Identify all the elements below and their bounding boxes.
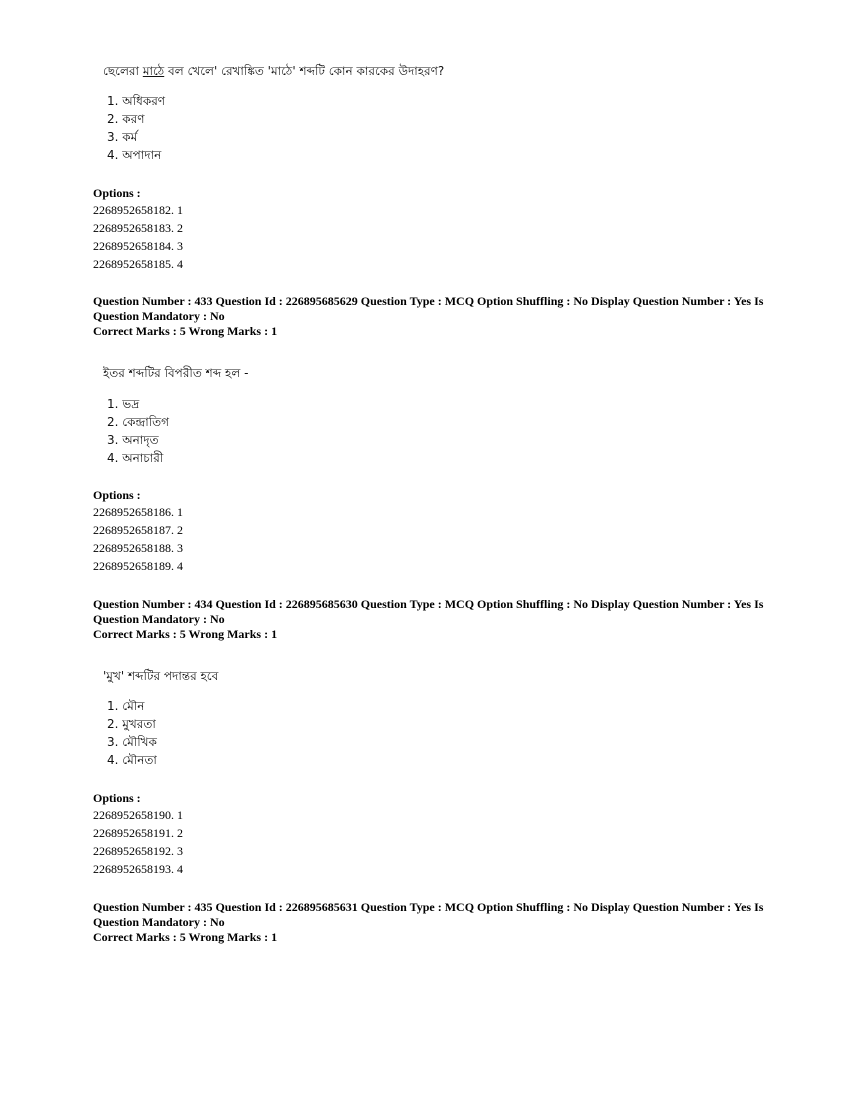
answer-choice: 4. মৌনতা (107, 753, 157, 767)
answer-choice: 1. অধিকরণ (107, 94, 166, 108)
option-id-row: 2268952658191. 2 (93, 826, 183, 840)
answer-choice: 1. মৌন (107, 699, 145, 713)
options-heading: Options : (93, 488, 141, 502)
question-meta-line: Question Number : 435 Question Id : 226895685631 Question Type : MCQ Option Shuffling : No Display Question Number : Yes Is (93, 900, 764, 914)
option-id-row: 2268952658192. 3 (93, 844, 183, 858)
answer-choice: 2. কেন্দ্রাতিগ (107, 415, 170, 429)
question-mandatory-line: Question Mandatory : No (93, 612, 225, 626)
answer-choice: 1. ভদ্র (107, 397, 140, 411)
question-meta-line: Question Number : 434 Question Id : 226895685630 Question Type : MCQ Option Shuffling : No Display Question Number : Yes Is (93, 597, 764, 611)
option-id-row: 2268952658193. 4 (93, 862, 183, 876)
question-mandatory-line: Question Mandatory : No (93, 309, 225, 323)
marks-line: Correct Marks : 5 Wrong Marks : 1 (93, 930, 278, 944)
marks-line: Correct Marks : 5 Wrong Marks : 1 (93, 627, 278, 641)
option-id-row: 2268952658190. 1 (93, 808, 183, 822)
option-id-row: 2268952658185. 4 (93, 257, 183, 271)
answer-choice: 4. অপাদান (107, 148, 162, 162)
answer-choice: 2. করণ (107, 112, 145, 126)
option-id-row: 2268952658182. 1 (93, 203, 183, 217)
question-text: ইতর শব্দটির বিপরীত শব্দ হল - (103, 366, 249, 380)
option-id-row: 2268952658186. 1 (93, 505, 183, 519)
question-meta-line: Question Number : 433 Question Id : 226895685629 Question Type : MCQ Option Shuffling : No Display Question Number : Yes Is (93, 294, 764, 308)
question-text (103, 62, 444, 80)
question-text-part: বল খেলে' রেখাঙ্কিত 'মাঠে' শব্দটি কোন কারকের উদাহরণ? (164, 64, 445, 78)
options-heading: Options : (93, 186, 141, 200)
answer-choice: 3. অনাদৃত (107, 433, 159, 447)
option-id-row: 2268952658187. 2 (93, 523, 183, 537)
option-id-row: 2268952658188. 3 (93, 541, 183, 555)
answer-choice: 2. মুখরতা (107, 717, 156, 731)
question-text-part: ছেলেরা (103, 64, 143, 78)
answer-choice: 4. অনাচারী (107, 451, 164, 465)
underlined-word: মাঠে (142, 64, 165, 78)
option-id-row: 2268952658189. 4 (93, 559, 183, 573)
options-heading: Options : (93, 791, 141, 805)
option-id-row: 2268952658184. 3 (93, 239, 183, 253)
answer-choice: 3. কর্ম (107, 130, 138, 144)
answer-choice: 3. মৌখিক (107, 735, 157, 749)
option-id-row: 2268952658183. 2 (93, 221, 183, 235)
question-mandatory-line: Question Mandatory : No (93, 915, 225, 929)
marks-line: Correct Marks : 5 Wrong Marks : 1 (93, 324, 278, 338)
question-text: 'মুখ' শব্দটির পদান্তর হবে (103, 669, 219, 683)
